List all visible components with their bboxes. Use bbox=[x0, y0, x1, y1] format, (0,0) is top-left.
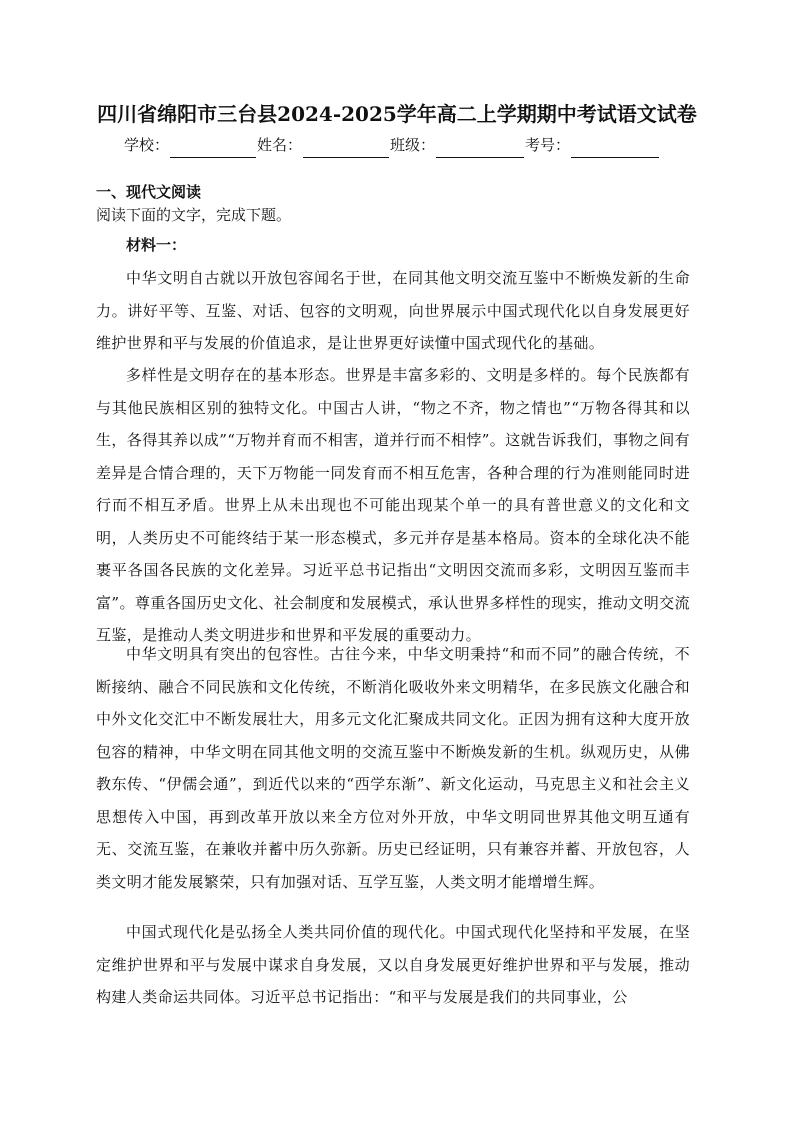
paragraph: 多样性是文明存在的基本形态。世界是丰富多彩的、文明是多样的。每个民族都有与其他民族相区别的独特文化。中国古人讲，“物之不齐，物之情也”“万物各得其和以生，各得其养以成”“万物并育而不相害，道并行而不相悖”。这就告诉我们，事物之间有差异是合情合理的，天下万物能一同发育而不相互危害，各种合理的行为准则能同时进行而不相互矛盾。世界上从未出现也不可能出现某个单一的具有普世意义的文化和文明，人类历史不可能终结于某一形态模式，多元并存是基本格局。资本的全球化决不能裹平各国各民族的文化差异。习近平总书记指出“文明因交流而多彩，文明因互鉴而丰富”。尊重各国历史文化、社会制度和发展模式，承认世界多样性的现实，推动文明交流互鉴，是推动人类文明进步和世界和平发展的重要动力。 bbox=[96, 366, 691, 644]
class-blank[interactable] bbox=[436, 138, 524, 158]
paragraph: 中华文明自古就以开放包容闻名于世，在同其他文明交流互鉴中不断焕发新的生命力。讲好平等、互鉴、对话、包容的文明观，向世界展示中国式现代化以自身发展更好维护世界和平与发展的价值追求，是让世界更好读懂中国式现代化的基础。 bbox=[96, 269, 690, 352]
page-title: 四川省绵阳市三台县2024-2025学年高二上学期期中考试语文试卷 bbox=[97, 102, 697, 126]
section-heading: 一、现代文阅读 bbox=[96, 183, 202, 201]
class-label: 班级： bbox=[390, 136, 436, 154]
reading-instruction: 阅读下面的文字，完成下题。 bbox=[96, 206, 292, 224]
student-info-line bbox=[124, 132, 660, 158]
name-label: 姓名： bbox=[257, 136, 303, 154]
name-blank[interactable] bbox=[303, 138, 389, 158]
paragraph: 中华文明具有突出的包容性。古往今来，中华文明秉持“和而不同”的融合传统，不断接纳、融合不同民族和文化传统，不断消化吸收外来文明精华，在多民族文化融合和中外文化交汇中不断发展壮大，用多元文化汇聚成共同文化。正因为拥有这种大度开放包容的精神，中华文明在同其他文明的交流互鉴中不断焕发新的生机。纵观历史，从佛教东传、“伊儒会通”，到近代以来的“西学东渐”、新文化运动，马克思主义和社会主义思想传入中国，再到改革开放以来全方位对外开放，中华文明同世界其他文明互通有无、交流互鉴，在兼收并蓄中历久弥新。历史已经证明，只有兼容并蓄、开放包容，人类文明才能发展繁荣，只有加强对话、互学互鉴，人类文明才能增增生辉。 bbox=[96, 645, 690, 891]
exam-number-blank[interactable] bbox=[571, 138, 659, 158]
paragraph: 中国式现代化是弘扬全人类共同价值的现代化。中国式现代化坚持和平发展，在坚定维护世界和平与发展中谋求自身发展，又以自身发展更好维护世界和平与发展，推动构建人类命运共同体。习近平总书记指出：“和平与发展是我们的共同事业，公 bbox=[96, 923, 690, 1006]
school-label: 学校： bbox=[124, 136, 170, 154]
exam-number-label: 考号： bbox=[525, 136, 571, 154]
school-blank[interactable] bbox=[170, 138, 256, 158]
material-label: 材料一： bbox=[126, 236, 187, 254]
